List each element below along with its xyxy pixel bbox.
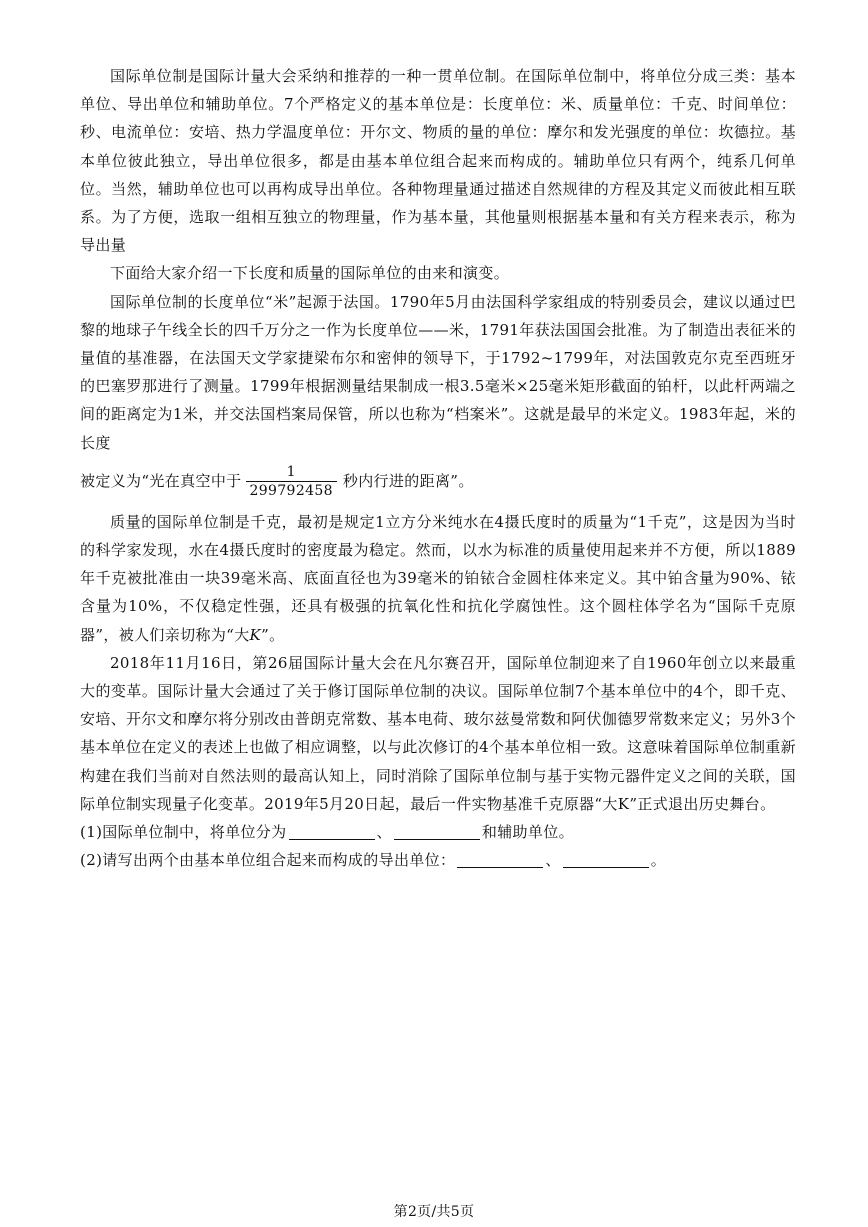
kilogram-text-tail: ”。	[261, 625, 285, 644]
answer-blank-2a[interactable]	[457, 851, 543, 868]
paragraph-transition: 下面给大家介绍一下长度和质量的国际单位的由来和演变。	[110, 264, 510, 283]
question-2-separator: 、	[545, 851, 561, 870]
question-1-separator: 、	[376, 823, 392, 842]
big-k-letter: K	[249, 625, 262, 644]
question-1-suffix: 和辅助单位。	[481, 823, 574, 842]
paragraph-meter-history: 国际单位制的长度单位“米”起源于法国。1790年5月由法国科学家组成的特别委员会，建议以通过巴黎的地球子午线全长的四千万分之一作为长度单位——米，1791年获法国国会批准。为了制造出表征米的量值的基准器，在法国天文学家捷梁布尔和密伸的领导下，于1792~1799年，对法国敦克尔克至西班牙的巴塞罗那进行了测量。1799年根据测量结果制成一根3.5毫米×25毫米矩形截面的铂杆，以此杆两端之间的距离定为1米，并交法国档案局保管，所以也称为“档案米”。这就是最早的米定义。1983年起，米的长度	[80, 292, 796, 452]
fraction-denominator: 299792458	[249, 482, 333, 499]
paragraph-si-redefinition: 2018年11月16日，第26届国际计量大会在凡尔赛召开，国际单位制迎来了自1960年创立以来最重大的变革。国际计量大会通过了关于修订国际单位制的决议。国际单位制7个基本单位中的4个，即千克、安培、开尔文和摩尔将分别改由普朗克常数、基本电荷、玻尔兹曼常数和阿伏伽德罗常数来定义；另外3个基本单位在定义的表述上也做了相应调整，以与此次修订的4个基本单位相一致。这意味着国际单位制重新构建在我们当前对自然法则的最高认知上，同时消除了国际单位制与基于实物元器件定义之间的关联，国际单位制实现量子化变革。2019年5月20日起，最后一件实物基准千克原器“大K”正式退出历史舞台。	[80, 653, 796, 813]
fraction-speed-of-light	[246, 463, 337, 500]
answer-blank-2b[interactable]	[563, 851, 649, 868]
page-footer: 第2页/共5页	[393, 1204, 475, 1220]
answer-blank-1b[interactable]	[394, 823, 480, 840]
paragraph-kilogram-history	[80, 508, 796, 649]
document-body	[80, 62, 796, 874]
meter-definition-prefix: 被定义为“光在真空中于	[80, 472, 242, 491]
meter-definition-suffix: 秒内行进的距离”。	[342, 472, 474, 491]
meter-definition-line	[80, 463, 796, 500]
kilogram-text: 质量的国际单位制是千克，最初是规定1立方分米纯水在4摄氏度时的质量为“1千克”，这是因为当时的科学家发现，水在4摄氏度时的密度最为稳定。然而，以水为标准的质量使用起来并不方便，所以1889年千克被批准由一块39毫米高、底面直径也为39毫米的铂铱合金圆柱体来定义。其中铂含量为90%、铱含量为10%，不仅稳定性强，还具有极强的抗氧化性和抗化学腐蚀性。这个圆柱体学名为“国际千克原器”，被人们亲切称为“大	[80, 512, 796, 644]
question-2-prefix: (2)请写出两个由基本单位组合起来而构成的导出单位：	[80, 851, 456, 870]
question-1-prefix: (1)国际单位制中，将单位分为	[80, 823, 287, 842]
question-2-suffix: 。	[650, 851, 667, 870]
paragraph-si-intro: 国际单位制是国际计量大会采纳和推荐的一种一贯单位制。在国际单位制中，将单位分成三类：基本单位、导出单位和辅助单位。7个严格定义的基本单位是：长度单位：米、质量单位：千克、时间单位：秒、电流单位：安培、热力学温度单位：开尔文、物质的量的单位：摩尔和发光强度的单位：坎德拉。基本单位彼此独立，导出单位很多，都是由基本单位组合起来而构成的。辅助单位只有两个，纯系几何单位。当然，辅助单位也可以再构成导出单位。各种物理量通过描述自然规律的方程及其定义而彼此相互联系。为了方便，选取一组相互独立的物理量，作为基本量，其他量则根据基本量和有关方程来表示，称为导出量	[80, 67, 796, 255]
answer-blank-1a[interactable]	[289, 823, 375, 840]
question-2	[80, 846, 796, 874]
question-1	[80, 818, 796, 846]
fraction-numerator: 1	[286, 463, 296, 480]
